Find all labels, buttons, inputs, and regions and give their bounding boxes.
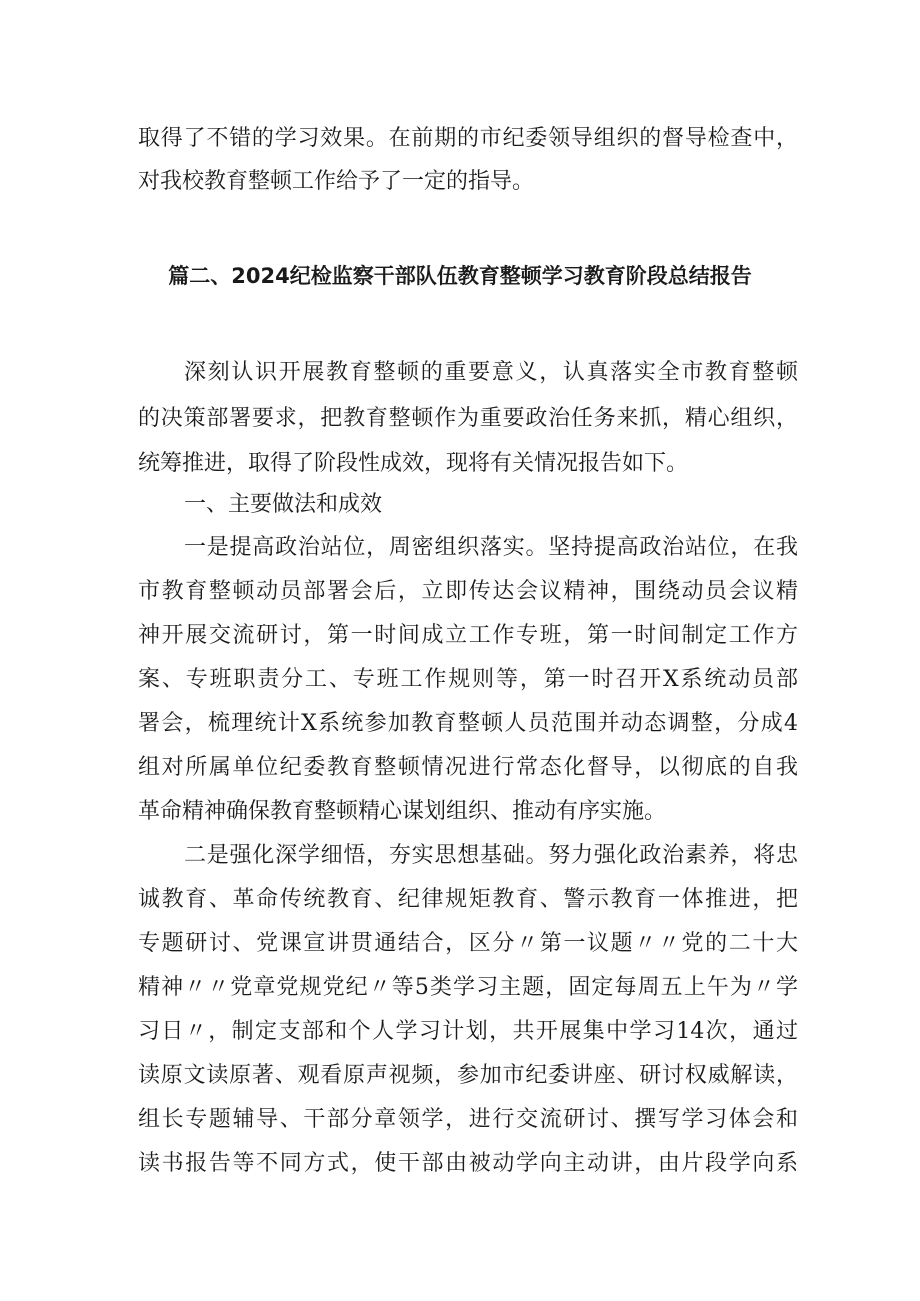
intro-line-2: 对我校教育整顿工作给予了一定的指导。	[138, 169, 535, 194]
paragraph-one-line-2: 市教育整顿动员部署会后，立即传达会议精神，围绕动员会议精	[138, 579, 798, 604]
paragraph-one-line-5: 署会，梳理统计X系统参加教育整顿人员范围并动态调整，分成4	[138, 711, 798, 736]
paragraph-one-line-4: 案、专班职责分工、专班工作规则等，第一时召开X系统动员部	[138, 667, 798, 692]
paragraph-two-line-6: 读原文读原著、观看原声视频，参加市纪委讲座、研讨权威解读，	[138, 1063, 798, 1088]
opening-line-1: 深刻认识开展教育整顿的重要意义，认真落实全市教育整顿	[184, 360, 798, 385]
paragraph-one-line-6: 组对所属单位纪委教育整顿情况进行常态化督导，以彻底的自我	[138, 755, 798, 780]
paragraph-two-line-8: 读书报告等不同方式，使干部由被动学向主动讲，由片段学向系	[138, 1151, 798, 1176]
opening-line-2: 的决策部署要求，把教育整顿作为重要政治任务来抓，精心组织，	[138, 406, 798, 431]
article-title: 篇二、2024纪检监察干部队伍教育整顿学习教育阶段总结报告	[168, 264, 752, 288]
paragraph-two-line-5: 习日〃，制定支部和个人学习计划，共开展集中学习14次，通过	[138, 1019, 798, 1044]
paragraph-two-line-4: 精神〃〃党章党规党纪〃等5类学习主题，固定每周五上午为〃学	[138, 975, 798, 1000]
paragraph-two-line-2: 诚教育、革命传统教育、纪律规矩教育、警示教育一体推进，把	[138, 887, 798, 912]
paragraph-one-line-7: 革命精神确保教育整顿精心谋划组织、推动有序实施。	[138, 799, 667, 824]
paragraph-one-line-1: 一是提高政治站位，周密组织落实。坚持提高政治站位，在我	[184, 535, 798, 560]
paragraph-one-line-3: 神开展交流研讨，第一时间成立工作专班，第一时间制定工作方	[138, 623, 798, 648]
paragraph-two-line-1: 二是强化深学细悟，夯实思想基础。努力强化政治素养，将忠	[184, 843, 798, 868]
section-heading: 一、主要做法和成效	[184, 492, 383, 517]
intro-line-1: 取得了不错的学习效果。在前期的市纪委领导组织的督导检查中，	[138, 126, 798, 151]
opening-line-3: 统筹推进，取得了阶段性成效，现将有关情况报告如下。	[138, 451, 689, 476]
paragraph-two-line-7: 组长专题辅导、干部分章领学，进行交流研讨、撰写学习体会和	[138, 1107, 798, 1132]
paragraph-two-line-3: 专题研讨、党课宣讲贯通结合，区分〃第一议题〃〃党的二十大	[138, 931, 798, 956]
